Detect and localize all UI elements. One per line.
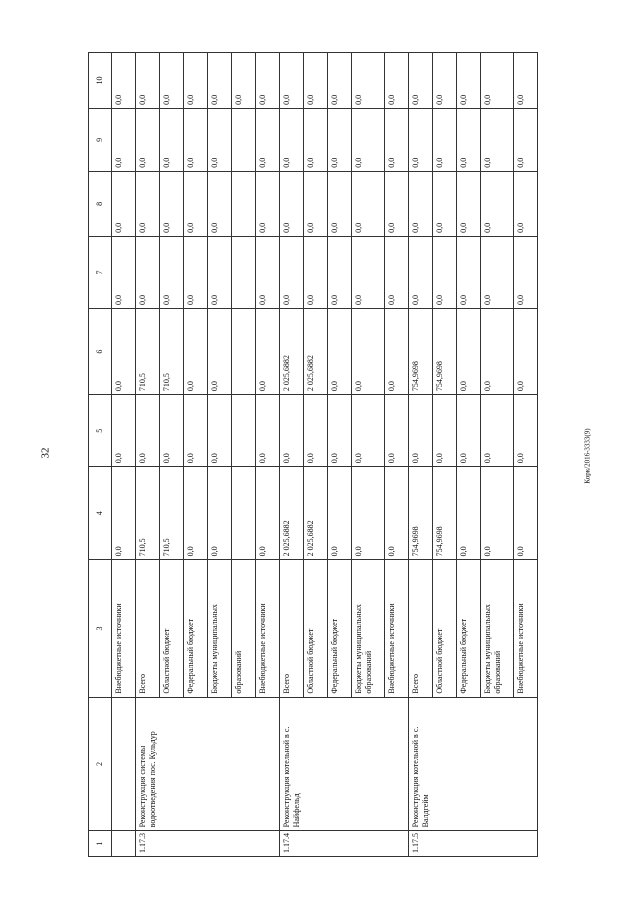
value-cell: 0,0 [208,395,232,467]
value-cell: 710,5 [136,467,160,560]
value-cell: 0,0 [112,467,136,560]
value-cell: 0,0 [304,236,328,308]
value-cell [232,171,256,236]
value-cell: 0,0 [112,236,136,308]
header-row [89,53,112,857]
funding-source: образований [232,560,256,697]
value-cell: 0,0 [184,53,208,109]
section-id [112,831,136,857]
value-cell: 0,0 [409,53,433,109]
funding-source: Внебюджетные источники [514,560,538,697]
value-cell: 0,0 [184,395,208,467]
value-cell: 754,9698 [433,467,457,560]
value-cell [232,309,256,395]
value-cell [232,395,256,467]
value-cell: 0,0 [328,53,352,109]
value-cell: 2 025,6882 [304,309,328,395]
value-cell: 0,0 [385,108,409,171]
value-cell: 0,0 [433,171,457,236]
value-cell: 0,0 [457,53,481,109]
value-cell: 0,0 [352,395,385,467]
table-row [112,53,136,857]
column-header: 2 [89,697,112,831]
value-cell: 710,5 [136,309,160,395]
section-name: Реконструкция котельной в с. Найфельд [280,697,409,831]
value-cell: 0,0 [136,53,160,109]
section-name: Реконструкция котельной в с. Валдгейм [409,697,538,831]
value-cell: 0,0 [328,395,352,467]
value-cell: 0,0 [256,236,280,308]
value-cell: 0,0 [328,236,352,308]
value-cell: 0,0 [514,467,538,560]
value-cell: 0,0 [112,53,136,109]
funding-source: Всего [409,560,433,697]
value-cell: 0,0 [256,309,280,395]
value-cell: 0,0 [328,309,352,395]
value-cell: 0,0 [433,108,457,171]
value-cell: 0,0 [457,236,481,308]
value-cell: 0,0 [112,108,136,171]
value-cell: 0,0 [385,171,409,236]
value-cell: 0,0 [256,171,280,236]
funding-source: Бюджеты муниципальных образований [481,560,514,697]
section-name [112,697,136,831]
column-header: 1 [89,831,112,857]
funding-source: Всего [136,560,160,697]
value-cell: 0,0 [208,171,232,236]
value-cell: 0,0 [160,53,184,109]
value-cell: 0,0 [280,236,304,308]
value-cell: 0,0 [280,53,304,109]
funding-table-container [88,52,583,857]
value-cell: 0,0 [328,467,352,560]
value-cell: 0,0 [385,236,409,308]
value-cell: 0,0 [481,53,514,109]
value-cell: 0,0 [514,236,538,308]
value-cell: 0,0 [280,108,304,171]
section-id: 1.17.4 [280,831,409,857]
value-cell: 0,0 [184,309,208,395]
funding-source: Областной бюджет [160,560,184,697]
value-cell: 0,0 [514,171,538,236]
value-cell: 0,0 [457,395,481,467]
value-cell: 0,0 [280,171,304,236]
value-cell: 0,0 [352,171,385,236]
value-cell: 0,0 [280,395,304,467]
value-cell: 0,0 [385,467,409,560]
value-cell: 0,0 [328,108,352,171]
column-header: 3 [89,560,112,697]
value-cell: 0,0 [304,108,328,171]
value-cell: 0,0 [385,309,409,395]
value-cell: 0,0 [208,309,232,395]
value-cell: 710,5 [160,309,184,395]
value-cell: 0,0 [514,53,538,109]
value-cell: 0,0 [481,236,514,308]
value-cell: 0,0 [352,53,385,109]
value-cell: 0,0 [184,467,208,560]
column-header: 9 [89,108,112,171]
value-cell: 2 025,6882 [280,467,304,560]
column-header: 7 [89,236,112,308]
section-name: Реконструкция системы водоотведения пос. Кульдур [136,697,280,831]
funding-source: Бюджеты муниципальных образований [352,560,385,697]
value-cell: 0,0 [304,53,328,109]
funding-source: Областной бюджет [433,560,457,697]
value-cell: 0,0 [256,108,280,171]
value-cell: 0,0 [160,395,184,467]
value-cell: 754,9698 [409,309,433,395]
value-cell: 754,9698 [409,467,433,560]
value-cell: 0,0 [352,309,385,395]
value-cell: 0,0 [304,395,328,467]
value-cell: 0,0 [433,236,457,308]
value-cell: 0,0 [328,171,352,236]
funding-source: Внебюджетные источники [112,560,136,697]
value-cell: 0,0 [385,395,409,467]
funding-table [88,52,538,857]
value-cell: 0,0 [481,108,514,171]
value-cell: 0,0 [256,395,280,467]
value-cell [232,108,256,171]
value-cell: 0,0 [208,467,232,560]
funding-source: Областной бюджет [304,560,328,697]
value-cell: 0,0 [514,108,538,171]
value-cell: 0,0 [184,171,208,236]
section-id: 1.17.5 [409,831,538,857]
value-cell: 2 025,6882 [304,467,328,560]
value-cell: 710,5 [160,467,184,560]
value-cell: 0,0 [112,395,136,467]
value-cell: 0,0 [208,108,232,171]
value-cell: 0,0 [184,108,208,171]
value-cell: 0,0 [481,171,514,236]
value-cell: 0,0 [232,53,256,109]
value-cell: 0,0 [457,171,481,236]
value-cell: 0,0 [481,467,514,560]
value-cell: 0,0 [160,108,184,171]
section-id: 1.17.3 [136,831,280,857]
value-cell: 0,0 [352,236,385,308]
value-cell: 0,0 [409,395,433,467]
funding-source: Внебюджетные источники [256,560,280,697]
value-cell: 0,0 [208,53,232,109]
value-cell: 0,0 [409,108,433,171]
value-cell: 0,0 [457,309,481,395]
funding-source: Федеральный бюджет [328,560,352,697]
value-cell: 0,0 [457,467,481,560]
funding-source: Федеральный бюджет [457,560,481,697]
value-cell: 0,0 [112,309,136,395]
column-header: 10 [89,53,112,109]
value-cell: 0,0 [184,236,208,308]
column-header: 4 [89,467,112,560]
value-cell: 0,0 [352,108,385,171]
value-cell: 0,0 [256,467,280,560]
value-cell [232,236,256,308]
table-row [136,53,160,857]
value-cell: 0,0 [433,395,457,467]
value-cell: 0,0 [136,236,160,308]
value-cell: 0,0 [256,53,280,109]
value-cell: 0,0 [304,171,328,236]
value-cell [232,467,256,560]
value-cell: 0,0 [160,236,184,308]
value-cell: 0,0 [514,395,538,467]
value-cell: 0,0 [409,171,433,236]
value-cell: 0,0 [385,53,409,109]
column-header: 5 [89,395,112,467]
value-cell: 0,0 [112,171,136,236]
funding-source: Всего [280,560,304,697]
table-row [409,53,433,857]
value-cell: 0,0 [514,309,538,395]
funding-source: Бюджеты муниципальных [208,560,232,697]
funding-source: Федеральный бюджет [184,560,208,697]
column-header: 8 [89,171,112,236]
column-header: 6 [89,309,112,395]
value-cell: 0,0 [433,53,457,109]
value-cell: 0,0 [136,395,160,467]
value-cell: 0,0 [481,395,514,467]
value-cell: 2 025,6882 [280,309,304,395]
page-number: 32 [39,447,52,459]
value-cell: 0,0 [136,171,160,236]
value-cell: 0,0 [208,236,232,308]
funding-source: Внебюджетные источники [385,560,409,697]
value-cell: 0,0 [481,309,514,395]
value-cell: 0,0 [352,467,385,560]
table-row [280,53,304,857]
value-cell: 0,0 [136,108,160,171]
document-code: Корк/2016-3333(9) [583,428,592,484]
value-cell: 0,0 [409,236,433,308]
value-cell: 0,0 [457,108,481,171]
value-cell: 754,9698 [433,309,457,395]
value-cell: 0,0 [160,171,184,236]
